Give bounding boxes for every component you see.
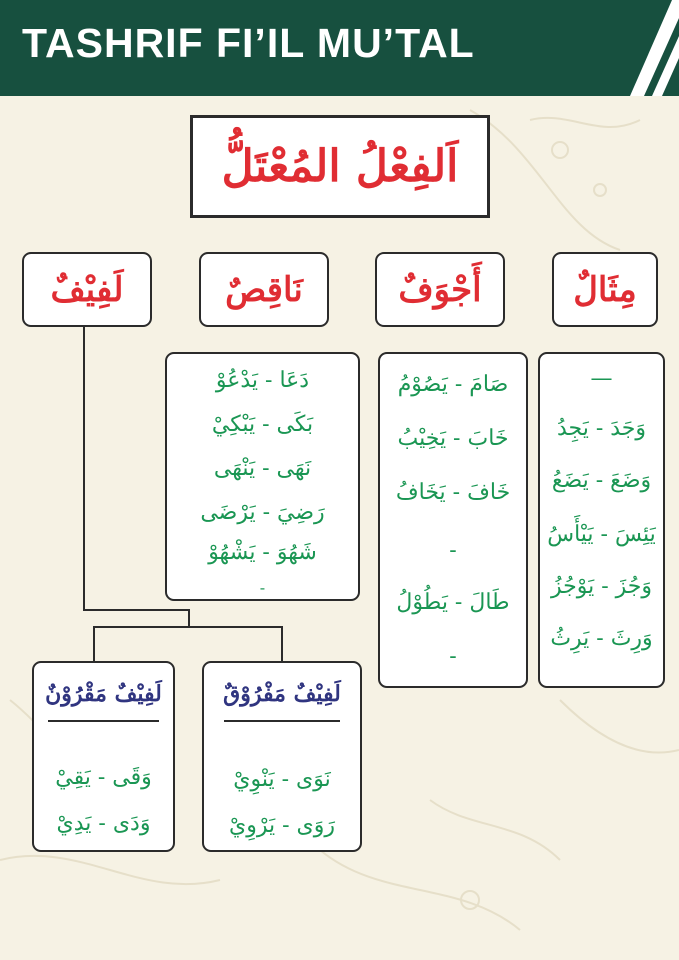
lafif-mafruq-example: رَوَى - يَرْوِيْ bbox=[229, 813, 335, 838]
category-lafif-label: لَفِيْفٌ bbox=[50, 269, 124, 310]
ajwaf-example: - bbox=[449, 538, 457, 563]
mithal-example: — bbox=[590, 366, 613, 391]
naqis-example: رَضِيَ - يَرْضَى bbox=[200, 500, 325, 525]
header-stripe-decoration bbox=[600, 0, 679, 96]
category-lafif-box bbox=[22, 252, 152, 327]
naqis-examples-box bbox=[165, 352, 360, 601]
connector-right-branch bbox=[281, 626, 283, 662]
category-mithal-box bbox=[552, 252, 658, 327]
ajwaf-example: - bbox=[449, 644, 457, 669]
naqis-example: بَكَى - يَبْكِيْ bbox=[211, 412, 314, 437]
header-title: TASHRIF FI’IL MU’TAL bbox=[22, 20, 475, 66]
mithal-example: وَجُزَ - يَوْجُزُ bbox=[550, 574, 652, 599]
header-banner bbox=[0, 0, 679, 96]
ajwaf-example: طَالَ - يَطُوْلُ bbox=[396, 590, 510, 615]
category-naqis-box bbox=[199, 252, 329, 327]
ajwaf-example: صَامَ - يَصُوْمُ bbox=[397, 372, 509, 397]
ajwaf-example: خَافَ - يَخَافُ bbox=[395, 480, 511, 505]
connector-lafif-vertical bbox=[83, 327, 85, 611]
naqis-example: نَهَى - يَنْهَى bbox=[213, 456, 312, 481]
category-naqis-label: نَاقِصٌ bbox=[225, 269, 303, 310]
mithal-example: يَئِسَ - يَيْأَسُ bbox=[547, 522, 656, 547]
lafif-maqrun-underline bbox=[48, 720, 159, 722]
lafif-mafruq-example: نَوَى - يَنْوِيْ bbox=[233, 767, 331, 792]
main-title-box bbox=[190, 115, 490, 218]
lafif-maqrun-title: لَفِيْفٌ مَقْرُوْنٌ bbox=[45, 681, 162, 707]
lafif-mafruq-box bbox=[202, 661, 362, 852]
ajwaf-examples-box bbox=[378, 352, 528, 688]
connector-horizontal-branch bbox=[93, 626, 283, 628]
ajwaf-example: خَابَ - يَخِيْبُ bbox=[397, 426, 509, 451]
naqis-example: شَهُوَ - يَشْهُوْ bbox=[208, 540, 317, 565]
naqis-example: دَعَا - يَدْعُوْ bbox=[215, 368, 310, 393]
connector-left-branch bbox=[93, 626, 95, 662]
lafif-mafruq-title: لَفِيْفٌ مَفْرُوْقٌ bbox=[223, 681, 341, 707]
main-title: اَلفِعْلُ المُعْتَلُّ bbox=[221, 141, 459, 192]
naqis-example: - bbox=[259, 578, 266, 597]
lafif-maqrun-example: وَدَى - يَدِيْ bbox=[56, 811, 151, 836]
lafif-maqrun-example: وَقَى - يَقِيْ bbox=[55, 765, 152, 790]
mithal-example: وَضَعَ - يَضَعُ bbox=[551, 468, 652, 493]
lafif-mafruq-underline bbox=[224, 720, 340, 722]
category-mithal-label: مِثَالٌ bbox=[573, 269, 637, 310]
mithal-example: وَرِثَ - يَرِثُ bbox=[550, 626, 653, 651]
mithal-example: وَجَدَ - يَجِدُ bbox=[556, 416, 647, 441]
category-ajwaf-box bbox=[375, 252, 505, 327]
mithal-examples-box bbox=[538, 352, 665, 688]
category-ajwaf-label: أَجْوَفٌ bbox=[398, 269, 482, 310]
lafif-maqrun-box bbox=[32, 661, 175, 852]
connector-horizontal-top bbox=[83, 609, 190, 611]
